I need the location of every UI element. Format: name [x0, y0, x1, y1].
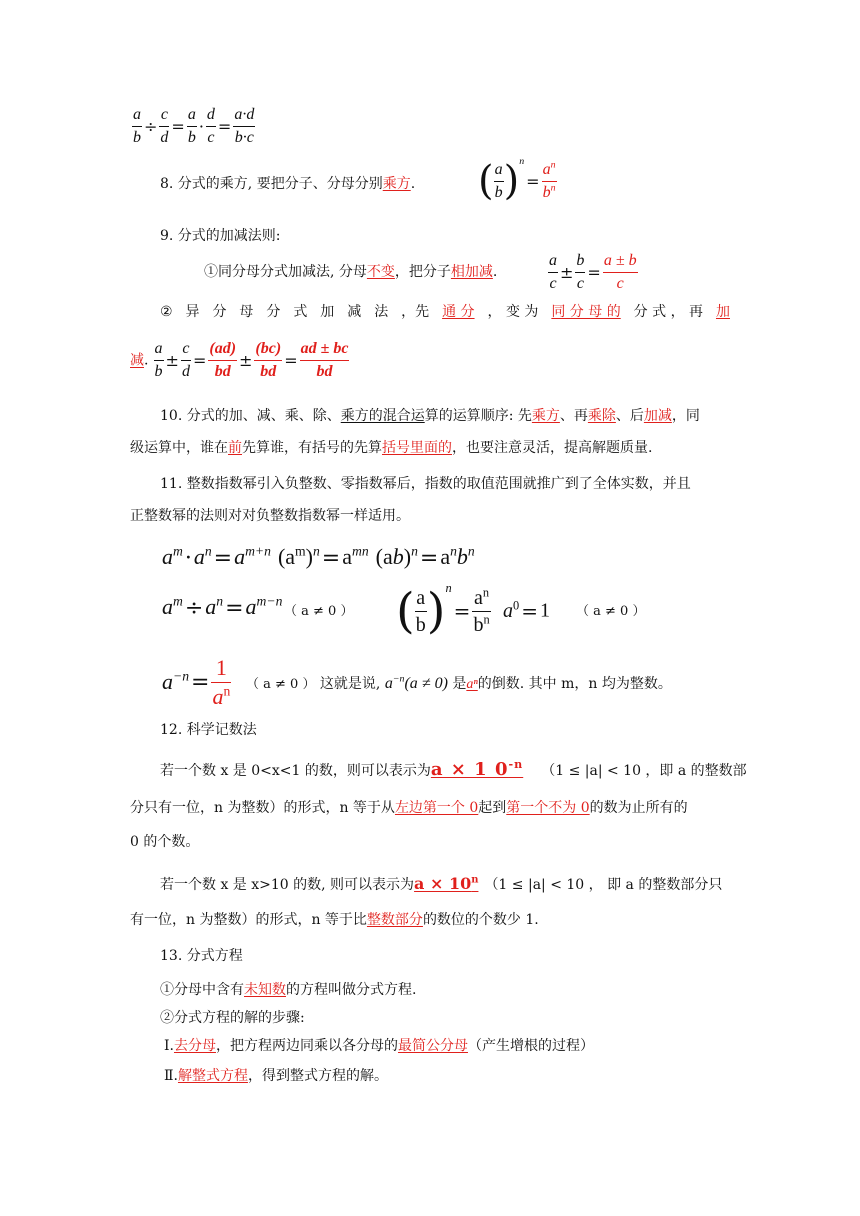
- different-denominator-formula: 减. $\frac{a}{b}$ ± $\frac{c}{d}$ = $\frac{(ad)}{bd}$ ± $\frac{(bc)}{bd}$ = $\frac{ad \pm bc}{bd}$: [130, 340, 349, 380]
- item10-line2: 级运算中，谁在前先算谁，有括号的先算括号里面的，也要注意灵活，提高解题质量.: [130, 440, 653, 456]
- item11-line2: 正整数幂的法则对对负整数指数幂一样适用。: [130, 508, 410, 524]
- item12-p2-line1: 若一个数 x 是 x>10 的数, 则可以表示为$a \times 10^n$ （1 ≤ |a| < 10 ， 即 a 的整数部分只: [160, 874, 723, 893]
- power-formula: ( $\frac{a}{b}$ )$^n$= $\frac{a^n}{b^n}$: [478, 156, 556, 204]
- item8-text: 8. 分式的乘方, 要把分子、分母分别乘方.: [160, 176, 416, 192]
- item9-rule2: ② 异 分 母 分 式 加 减 法 ，先 通 分 ， 变 为 同 分 母 的 分 式 ， 再 加: [160, 304, 730, 320]
- quotient-power-formula: ( $\frac{a}{b}$ )$^n$= $\frac{a^n}{b^n}$ $a^0 = 1$: [396, 581, 550, 639]
- same-denominator-formula: $\frac{a}{c}$ ± $\frac{b}{c}$ = $\frac{a \pm b}{c}$: [549, 252, 637, 292]
- item9-rule1: ①同分母分式加减法, 分母不变，把分子相加减.: [204, 264, 498, 280]
- item12-p1-line2: 分只有一位，n 为整数）的形式，n 等于从左边第一个 0起到第一个不为 0的数为止所有的: [130, 800, 688, 816]
- item10-line1: 10. 分式的加、减、乘、除、乘方的混合运算的运算顺序: 先乘方、再乘除、后加减，同: [160, 408, 700, 424]
- nonzero-condition-1: （ a ≠ 0 ）: [284, 604, 354, 619]
- exponent-rules-row1: $a^m\cdot a^n=a^{m+n}$ $(a^m)^n=a^{mn}$ $(ab)^n=a^nb^n$: [162, 543, 475, 571]
- item13-line4: Ⅱ.解整式方程，得到整式方程的解。: [164, 1068, 388, 1084]
- item12-p1-line1: 若一个数 x 是 0<x<1 的数，则可以表示为a × 1 $0^{-n}$ （1 ≤ |a| < 10 ，即 a 的整数部: [160, 758, 747, 780]
- exponent-rules-row2: $a^m\div a^n=a^{m-n}$: [162, 593, 283, 621]
- item13-line3: Ⅰ.去分母，把方程两边同乘以各分母的最简公分母（产生增根的过程）: [164, 1038, 594, 1054]
- item13-line2: ②分式方程的解的步骤:: [160, 1010, 305, 1026]
- item11-line1: 11. 整数指数幂引入负整数、零指数幂后，指数的取值范围就推广到了全体实数，并且: [160, 476, 691, 492]
- item12-p1-line3: 0 的个数。: [130, 834, 200, 850]
- division-formula: $\frac{a}{b}$ ÷ $\frac{c}{d}$ = $\frac{a}{b}$ · $\frac{d}{c}$ = $\frac{a\cdot d}{b\cdot c}$: [133, 106, 255, 146]
- item13-title: 13. 分式方程: [160, 948, 243, 964]
- nonzero-condition-2: （ a ≠ 0 ）: [576, 604, 646, 619]
- item8-highlight: 乘方: [382, 176, 411, 192]
- item9-title: 9. 分式的加减法则:: [160, 228, 281, 244]
- item11-explain: （ a ≠ 0 ） 这就是说, $a^{-n}(a \ne 0)$ 是aⁿ的倒数. 其中 m，n 均为整数。: [246, 673, 672, 692]
- item12-title: 12. 科学记数法: [160, 722, 257, 738]
- item12-p2-line2: 有一位，n 为整数）的形式，n 等于比整数部分的数位的个数少 1.: [130, 912, 539, 928]
- negative-exponent-formula: $a^{-n}=$ $\frac{1}{a^n}$: [162, 655, 231, 710]
- item13-line1: ①分母中含有未知数的方程叫做分式方程.: [160, 982, 417, 998]
